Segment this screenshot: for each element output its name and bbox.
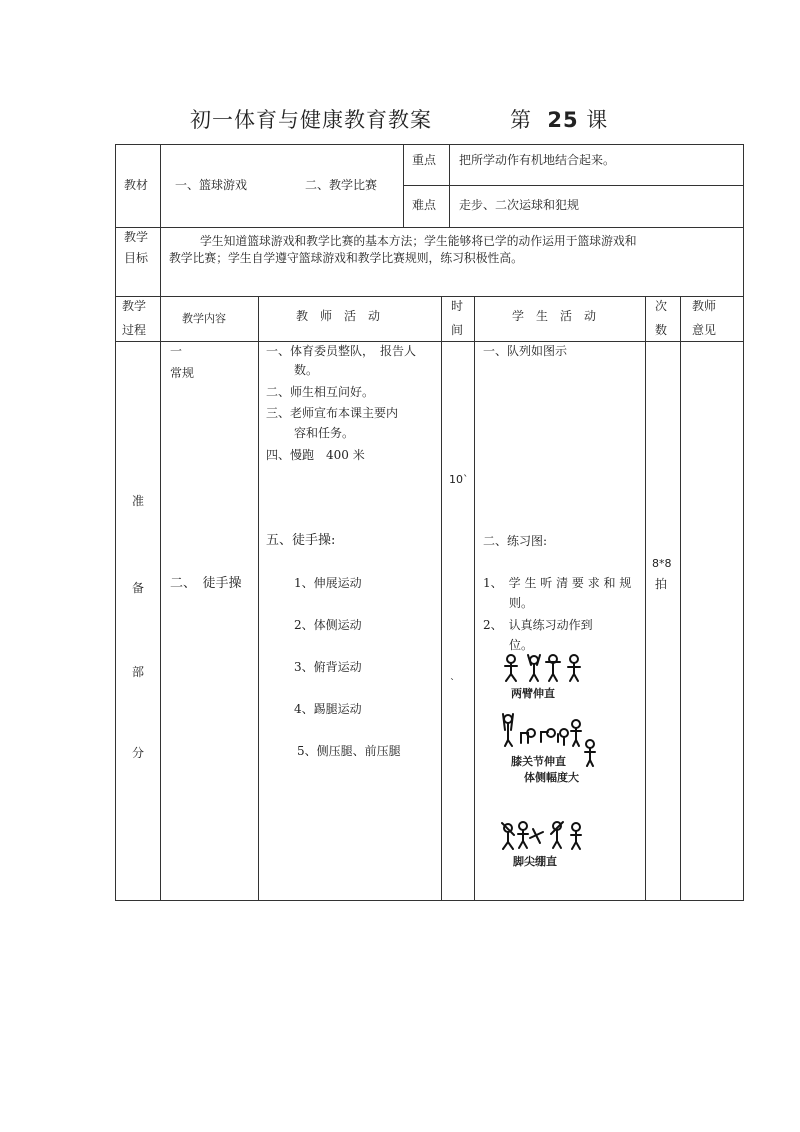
header-time-line1: 时 [451, 299, 464, 313]
header-time-line2: 间 [451, 323, 464, 337]
content-routine-line1: 一 [170, 344, 183, 358]
student-step-3a: 1、 学 生 听 清 要 求 和 规 [483, 576, 632, 590]
teacher-step-1b: 数。 [294, 363, 319, 377]
material-item-2: 二、教学比赛 [305, 178, 378, 192]
teacher-move-2: 2、体侧运动 [294, 618, 362, 632]
teacher-move-3: 3、俯背运动 [294, 660, 362, 674]
teacher-step-3b: 容和任务。 [294, 426, 355, 440]
teacher-step-5: 五、徒手操: [266, 533, 336, 548]
objective-label-line2: 目标 [124, 251, 149, 265]
section-char-2: 备 [132, 581, 145, 595]
count-unit: 拍 [655, 577, 668, 591]
material-label: 教材 [124, 178, 149, 192]
figure-caption-toes: 脚尖绷直 [513, 855, 557, 868]
student-step-4b: 位。 [509, 638, 534, 652]
teacher-move-5: 5、侧压腿、前压腿 [297, 744, 401, 758]
header-process-line2: 过程 [122, 323, 147, 337]
figure-caption-knees: 膝关节伸直 [511, 755, 566, 768]
teacher-move-1: 1、伸展运动 [294, 576, 362, 590]
stick-figure-group-1 [505, 655, 580, 681]
time-mark: ` [450, 678, 455, 689]
title-text: 初一体育与健康教育教案 [190, 108, 432, 132]
time-value: 10` [449, 473, 469, 486]
teacher-step-2: 二、师生相互问好。 [266, 385, 375, 399]
difficult-point-label: 难点 [412, 198, 437, 212]
lesson-number: 25 [547, 108, 579, 132]
header-opinion-line1: 教师 [692, 299, 717, 313]
header-times-line1: 次 [655, 299, 668, 313]
section-char-4: 分 [132, 746, 145, 760]
key-point-text: 把所学动作有机地结合起来。 [459, 153, 616, 167]
teacher-step-3a: 三、老师宣布本课主要内 [266, 406, 399, 420]
student-step-2: 二、练习图: [483, 534, 548, 548]
teacher-step-4: 四、慢跑 400 米 [266, 448, 365, 462]
difficult-point-text: 走步、二次运球和犯规 [459, 198, 580, 212]
header-student: 学 生 活 动 [512, 309, 597, 323]
content-exercise: 二、 徒手操 [170, 576, 242, 591]
teacher-step-1a: 一、体育委员整队， 报告人 [266, 344, 417, 358]
teacher-move-4: 4、踢腿运动 [294, 702, 362, 716]
student-step-4a: 2、 认真练习动作到 [483, 618, 593, 632]
content-routine-line2: 常规 [170, 366, 195, 380]
key-point-label: 重点 [412, 153, 437, 167]
objective-label-line1: 教学 [124, 230, 149, 244]
count-value: 8*8 [652, 557, 672, 570]
section-char-3: 部 [132, 665, 145, 679]
lesson-prefix: 第 [510, 108, 532, 132]
figure-caption-side-bend: 体侧幅度大 [524, 771, 579, 784]
objective-text-line2: 教学比赛；学生自学遵守篮球游戏和教学比赛规则，练习积极性高。 [169, 251, 523, 265]
figure-caption-arms: 两臂伸直 [511, 687, 555, 700]
material-item-1: 一、篮球游戏 [175, 178, 248, 192]
lesson-suffix: 课 [586, 108, 609, 132]
section-char-1: 准 [132, 494, 145, 508]
stick-figure-group-3 [502, 822, 581, 849]
student-step-3b: 则。 [509, 596, 534, 610]
header-process-line1: 教学 [122, 299, 147, 313]
student-step-1: 一、队列如图示 [483, 344, 568, 358]
objective-text-line1: 学生知道篮球游戏和教学比赛的基本方法；学生能够将已学的动作运用于篮球游戏和 [200, 234, 637, 248]
header-teacher: 教 师 活 动 [296, 309, 381, 323]
header-opinion-line2: 意见 [692, 323, 717, 337]
header-times-line2: 数 [655, 323, 668, 337]
header-content: 教学内容 [182, 312, 226, 325]
